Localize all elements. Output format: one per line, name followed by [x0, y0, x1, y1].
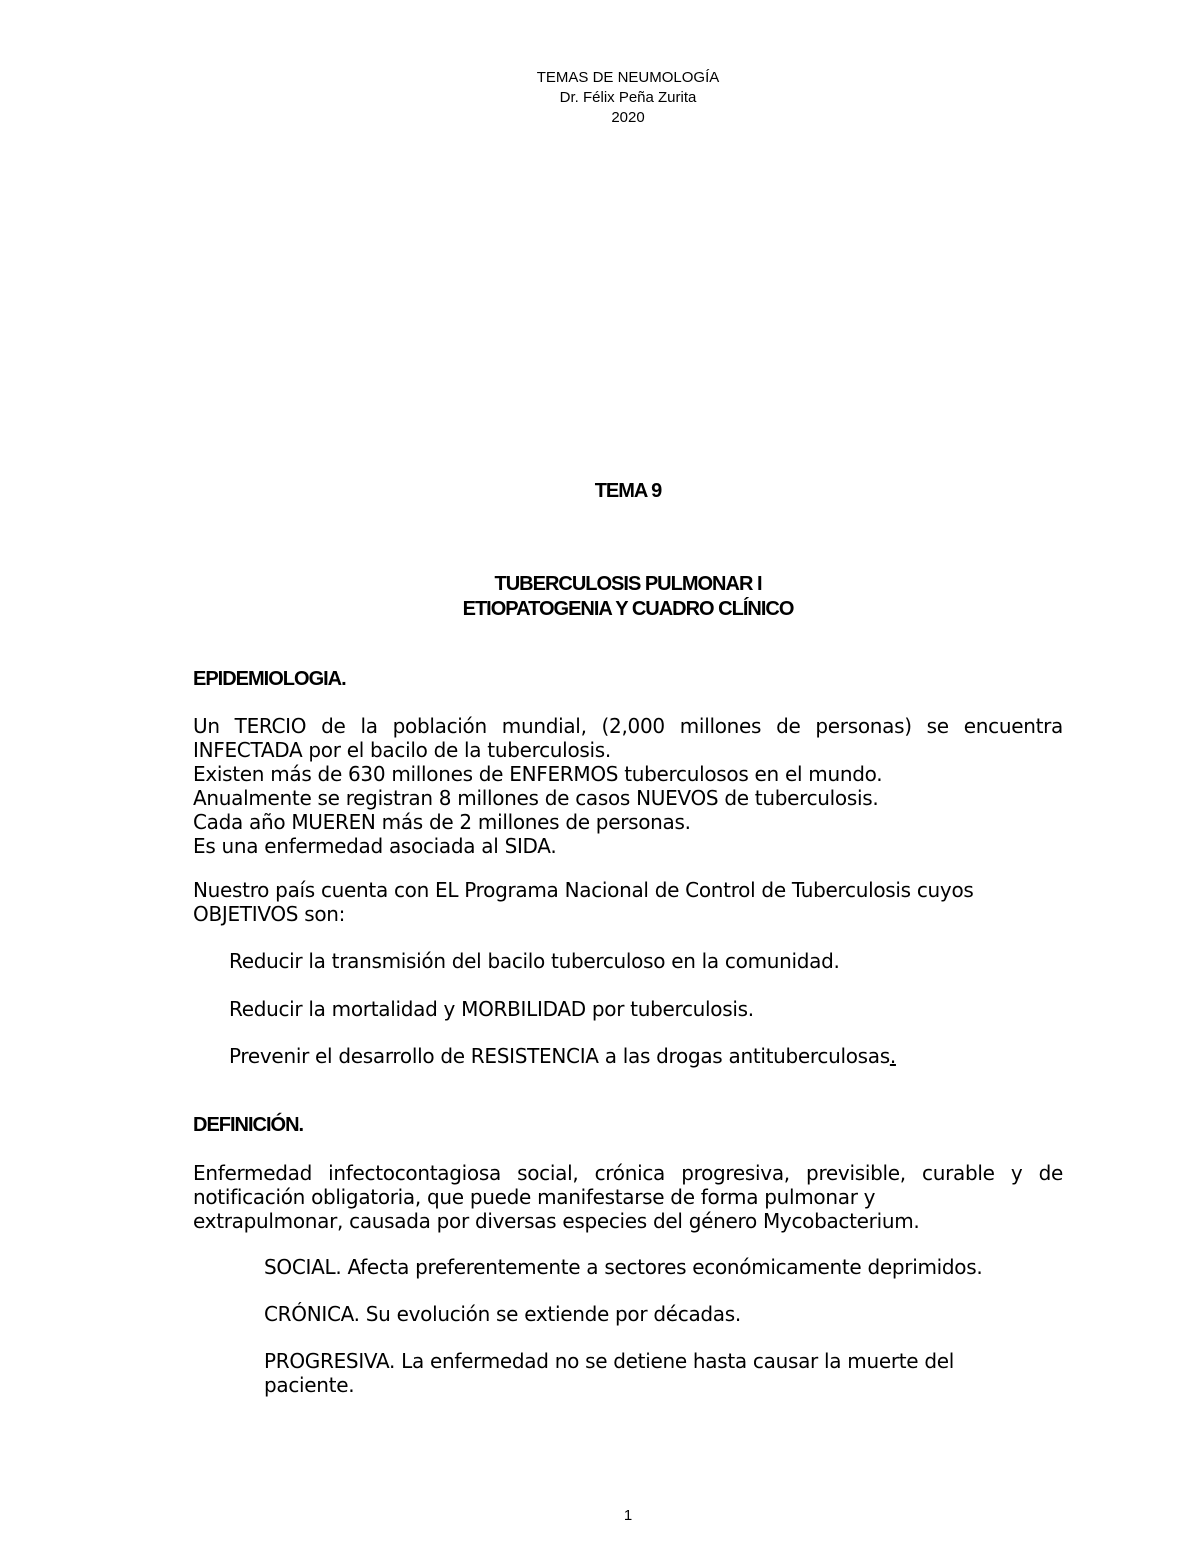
epidemiology-paragraph — [193, 714, 1063, 858]
header-year: 2020 — [611, 109, 645, 126]
program-line: Nuestro país cuenta con EL Programa Nacional de Control de Tuberculosis cuyos — [193, 878, 974, 902]
topic-title-line-1: TUBERCULOSIS PULMONAR I — [494, 573, 762, 595]
objective-item: Reducir la transmisión del bacilo tuberculoso en la comunidad. — [229, 949, 840, 973]
definition-item — [264, 1349, 1134, 1397]
definition-item: SOCIAL. Afecta preferentemente a sectores económicamente deprimidos. — [264, 1255, 983, 1279]
section-heading-epidemiologia: EPIDEMIOLOGIA. — [193, 668, 346, 690]
topic-title — [0, 572, 1200, 622]
epidemiology-line: Es una enfermedad asociada al SIDA. — [193, 834, 557, 858]
epidemiology-line: Cada año MUEREN más de 2 millones de personas. — [193, 810, 691, 834]
program-line: OBJETIVOS son: — [193, 902, 346, 926]
definition-item: CRÓNICA. Su evolución se extiende por décadas. — [264, 1302, 741, 1326]
epidemiology-line: Un TERCIO de la población mundial, (2,000 millones de personas) se encuentra — [193, 714, 1063, 738]
definition-line: extrapulmonar, causada por diversas especies del género Mycobacterium. — [193, 1209, 920, 1233]
epidemiology-line: Anualmente se registran 8 millones de casos NUEVOS de tuberculosis. — [193, 786, 879, 810]
objective-item: Reducir la mortalidad y MORBILIDAD por tuberculosis. — [229, 997, 754, 1021]
section-heading-definicion: DEFINICIÓN. — [193, 1114, 304, 1136]
epidemiology-line: INFECTADA por el bacilo de la tuberculosis. — [193, 738, 611, 762]
definition-line: Enfermedad infectocontagiosa social, crónica progresiva, previsible, curable y de — [193, 1161, 1063, 1185]
page-number: 1 — [623, 1507, 633, 1524]
definition-item-line: PROGRESIVA. La enfermedad no se detiene hasta causar la muerte del — [264, 1349, 955, 1373]
objective-text: Prevenir el desarrollo de RESISTENCIA a las drogas antituberculosas — [229, 1044, 890, 1068]
definition-line: notificación obligatoria, que puede manifestarse de forma pulmonar y — [193, 1185, 876, 1209]
topic-number: TEMA 9 — [594, 480, 662, 502]
header-author: Dr. Félix Peña Zurita — [559, 89, 697, 106]
program-paragraph — [193, 878, 1063, 926]
definition-paragraph — [193, 1161, 1063, 1233]
topic-title-line-2: ETIOPATOGENIA Y CUADRO CLÍNICO — [462, 598, 794, 620]
header-course-title: TEMAS DE NEUMOLOGÍA — [536, 69, 720, 86]
objective-end-mark: . — [889, 1044, 896, 1068]
definition-item-line: paciente. — [264, 1373, 355, 1397]
epidemiology-line: Existen más de 630 millones de ENFERMOS tuberculosos en el mundo. — [193, 762, 883, 786]
objective-item — [229, 1044, 1099, 1068]
document-header — [0, 68, 1200, 128]
